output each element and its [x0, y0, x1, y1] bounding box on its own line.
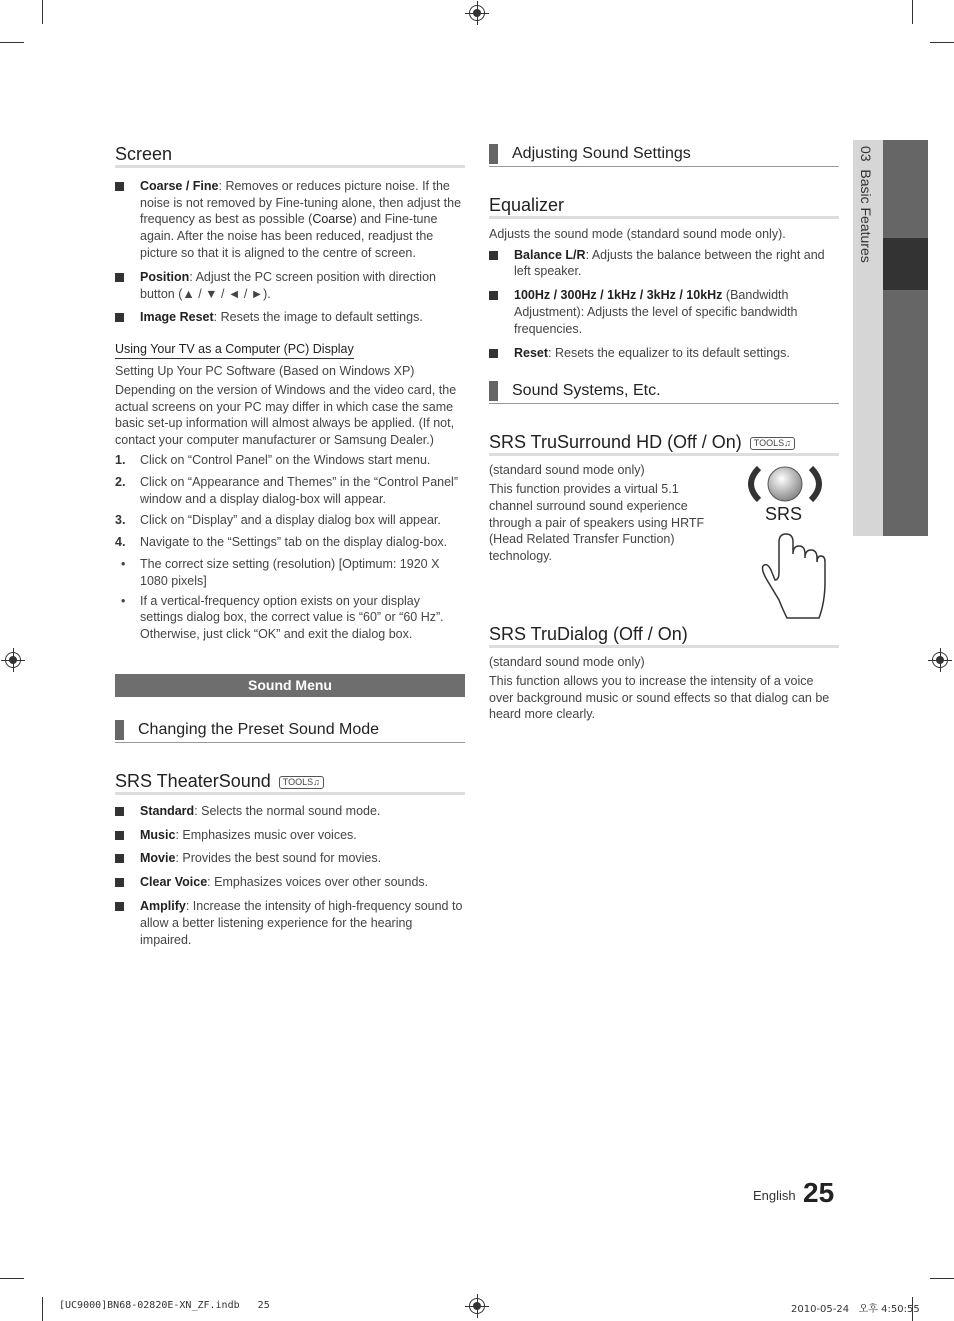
- crop-mark: [930, 1278, 954, 1279]
- step-item: 2. Click on “Appearance and Themes” in the “Control Panel” window and a display dialog-box will appear.: [115, 474, 458, 506]
- trudialog-heading: SRS TruDialog (Off / On): [489, 626, 839, 648]
- trusurround-body: This function provides a virtual 5.1 channel surround sound experience through a pair of speakers using HRTF (Head Related Transfer Function) technology.: [489, 481, 705, 564]
- sound-menu-band: Sound Menu: [115, 674, 465, 697]
- step-item: 1. Click on “Control Panel” on the Windows start menu.: [115, 452, 431, 467]
- crop-mark: [42, 1297, 43, 1321]
- file-slug: [UC9000]BN68-02820E-XN_ZF.indb 25: [59, 1300, 270, 1311]
- list-item: Balance L/R: Adjusts the balance between the right and left speaker.: [489, 247, 839, 281]
- language-label: English: [753, 1188, 796, 1203]
- list-item: Amplify: Increase the intensity of high-frequency sound to allow a better listening experience for the hearing impaired.: [115, 898, 465, 948]
- list-item: 100Hz / 300Hz / 1kHz / 3kHz / 10kHz (Bandwidth Adjustment): Adjusts the level of specific bandwidth frequencies.: [489, 287, 839, 337]
- side-tab-dark: [883, 140, 928, 536]
- srs-logo-text: SRS: [765, 504, 803, 525]
- equalizer-intro: Adjusts the sound mode (standard sound mode only).: [489, 226, 786, 241]
- adjust-heading: Adjusting Sound Settings: [489, 144, 839, 167]
- bullet-item: • If a vertical-frequency option exists on your display settings dialog box, the correct value is “60” or “60 Hz”. Otherwise, just click “OK” and exit the dialog box.: [121, 593, 444, 642]
- crop-mark: [0, 1278, 24, 1279]
- trudialog-note: (standard sound mode only): [489, 654, 645, 669]
- bullet-item: • The correct size setting (resolution) [Optimum: 1920 X 1080 pixels]: [121, 556, 440, 588]
- srs-hand-icon: [735, 462, 835, 622]
- tools-icon: TOOLS♫: [279, 776, 324, 789]
- registration-mark-icon: [469, 1298, 485, 1314]
- crop-mark: [930, 42, 954, 43]
- timestamp-slug: 2010-05-24 오후 4:50:55: [791, 1304, 920, 1315]
- crop-mark: [0, 42, 24, 43]
- list-item: Coarse / Fine: Removes or reduces picture noise. If the noise is not removed by Fine-tuning alone, then adjust the frequency as best as possible (Coarse) and Fine-tune again. After the noise has been reduced, readjust the picture so that it is aligned to the centre of screen.: [115, 178, 465, 262]
- left-column-sound: [115, 720, 465, 955]
- crop-mark: [912, 0, 913, 24]
- pc-intro: Setting Up Your PC Software (Based on Windows XP): [115, 363, 415, 378]
- equalizer-heading: Equalizer: [489, 197, 839, 219]
- trusurround-note: (standard sound mode only): [489, 463, 645, 478]
- registration-mark-icon: [932, 652, 948, 668]
- page-number: 25: [803, 1177, 835, 1208]
- crop-mark: [42, 0, 43, 24]
- side-tab-marker: [883, 238, 928, 290]
- chapter-label: 03 Basic Features: [858, 146, 874, 263]
- systems-heading: Sound Systems, Etc.: [489, 381, 839, 404]
- list-item: Position: Adjust the PC screen position with direction button (▲ / ▼ / ◄ / ►).: [115, 269, 465, 303]
- list-item: Reset: Resets the equalizer to its default settings.: [489, 345, 839, 362]
- step-item: 4. Navigate to the “Settings” tab on the display dialog-box.: [115, 535, 448, 550]
- preset-heading: Changing the Preset Sound Mode: [115, 720, 465, 743]
- list-item: Music: Emphasizes music over voices.: [115, 827, 465, 844]
- theater-heading: SRS TheaterSound TOOLS♫: [115, 773, 465, 795]
- screen-heading: Screen: [115, 146, 465, 168]
- registration-mark-icon: [469, 5, 485, 21]
- trudialog-body: This function allows you to increase the intensity of a voice over background music or sound effects so that dialog can be heard more clearly.: [489, 673, 830, 722]
- registration-mark-icon: [5, 652, 21, 668]
- right-column: [489, 144, 839, 723]
- trusurround-heading: SRS TruSurround HD (Off / On) TOOLS♫: [489, 434, 839, 456]
- pc-subheading: Using Your TV as a Computer (PC) Display: [115, 341, 354, 359]
- list-item: Image Reset: Resets the image to default settings.: [115, 309, 465, 326]
- list-item: Movie: Provides the best sound for movies.: [115, 850, 465, 867]
- list-item: Clear Voice: Emphasizes voices over other sounds.: [115, 874, 465, 891]
- tools-icon: TOOLS♫: [750, 437, 795, 450]
- left-column: [115, 146, 465, 646]
- list-item: Standard: Selects the normal sound mode.: [115, 803, 465, 820]
- step-item: 3. Click on “Display” and a display dialog box will appear.: [115, 513, 441, 528]
- srs-logo: [735, 462, 835, 622]
- pc-intro-body: Depending on the version of Windows and the video card, the actual screens on your PC may differ in which case the same basic set-up information will almost always be applied. (If not, contact your computer manufacturer or Samsung Dealer.): [115, 382, 457, 448]
